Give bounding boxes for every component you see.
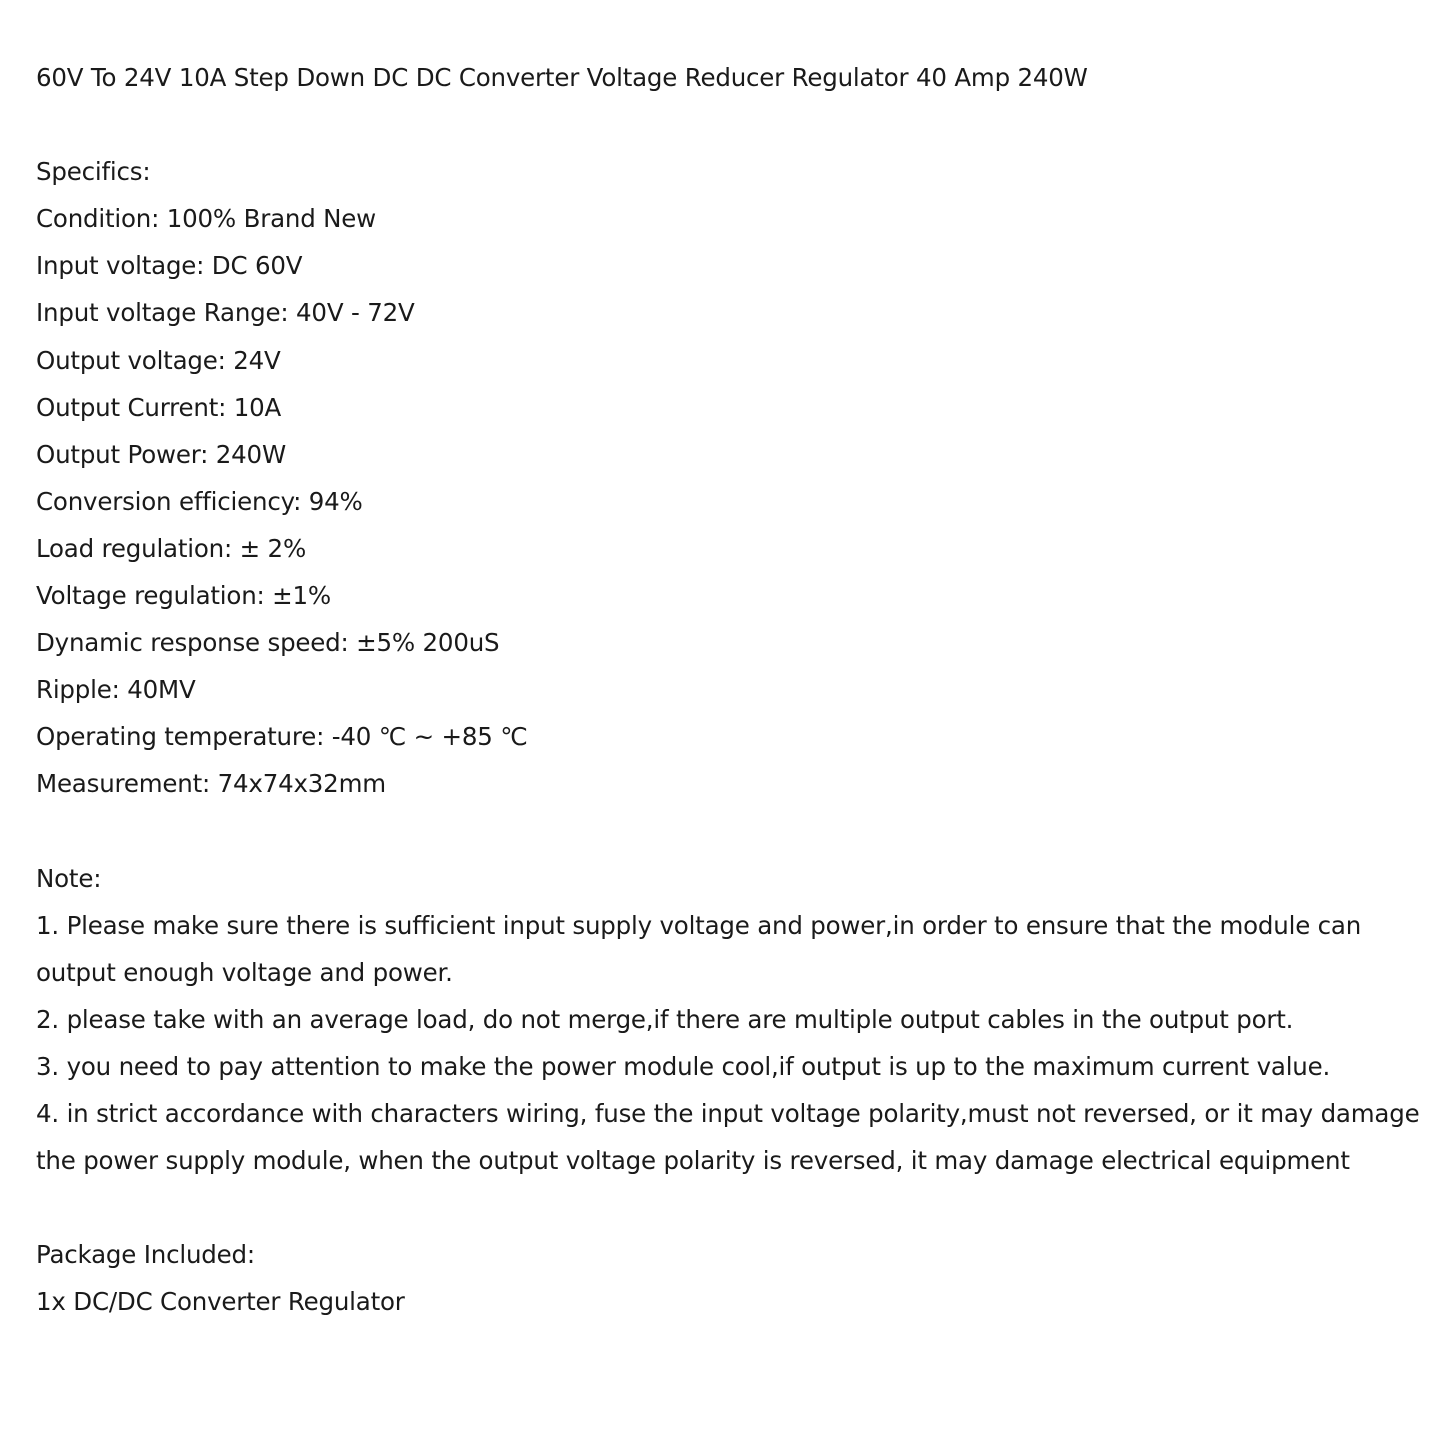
spec-item-output-current: Output Current: 10A — [36, 392, 282, 422]
spec-item-output-power: Output Power: 240W — [36, 439, 286, 469]
product-title: 60V To 24V 10A Step Down DC DC Converter Voltage Reducer Regulator 40 Amp 240W — [36, 63, 1088, 92]
spec-item-output-voltage: Output voltage: 24V — [36, 345, 281, 375]
spec-item-load-regulation: Load regulation: ± 2% — [36, 533, 307, 563]
note-item-3: 3. you need to pay attention to make the power module cool,if output is up to the maximum current value. — [36, 1051, 1331, 1081]
spec-item-input-range: Input voltage Range: 40V - 72V — [36, 298, 415, 328]
package-heading: Package Included: — [36, 1240, 255, 1270]
spec-item-efficiency: Conversion efficiency: 94% — [36, 486, 363, 516]
note-item-2: 2. please take with an average load, do not merge,if there are multiple output cables in the output port. — [36, 1004, 1294, 1034]
note-item-1: 1. Please make sure there is sufficient input supply voltage and power,in order to ensure that the module can output enough voltage and power. — [36, 910, 1362, 987]
spec-item-measurement: Measurement: 74x74x32mm — [36, 769, 386, 799]
note-item-4: 4. in strict accordance with characters wiring, fuse the input voltage polarity,must not reversed, or it may damage the power supply module, when the output voltage polarity is reversed, it may damage electrical equipment — [36, 1099, 1420, 1176]
spec-item-dynamic-response: Dynamic response speed: ±5% 200uS — [36, 628, 500, 658]
spec-item-condition: Condition: 100% Brand New — [36, 204, 376, 234]
spacer — [36, 808, 1426, 855]
spacer — [36, 1184, 1426, 1231]
spec-item-temperature: Operating temperature: -40 ℃ ~ +85 ℃ — [36, 722, 528, 752]
specifics-heading: Specifics: — [36, 157, 151, 187]
spacer — [36, 101, 1426, 148]
spec-item-input-voltage: Input voltage: DC 60V — [36, 251, 303, 281]
spec-item-voltage-regulation: Voltage regulation: ±1% — [36, 581, 331, 611]
note-heading: Note: — [36, 863, 102, 893]
package-item: 1x DC/DC Converter Regulator — [36, 1287, 405, 1317]
spec-item-ripple: Ripple: 40MV — [36, 675, 196, 705]
product-description — [36, 54, 1426, 1326]
